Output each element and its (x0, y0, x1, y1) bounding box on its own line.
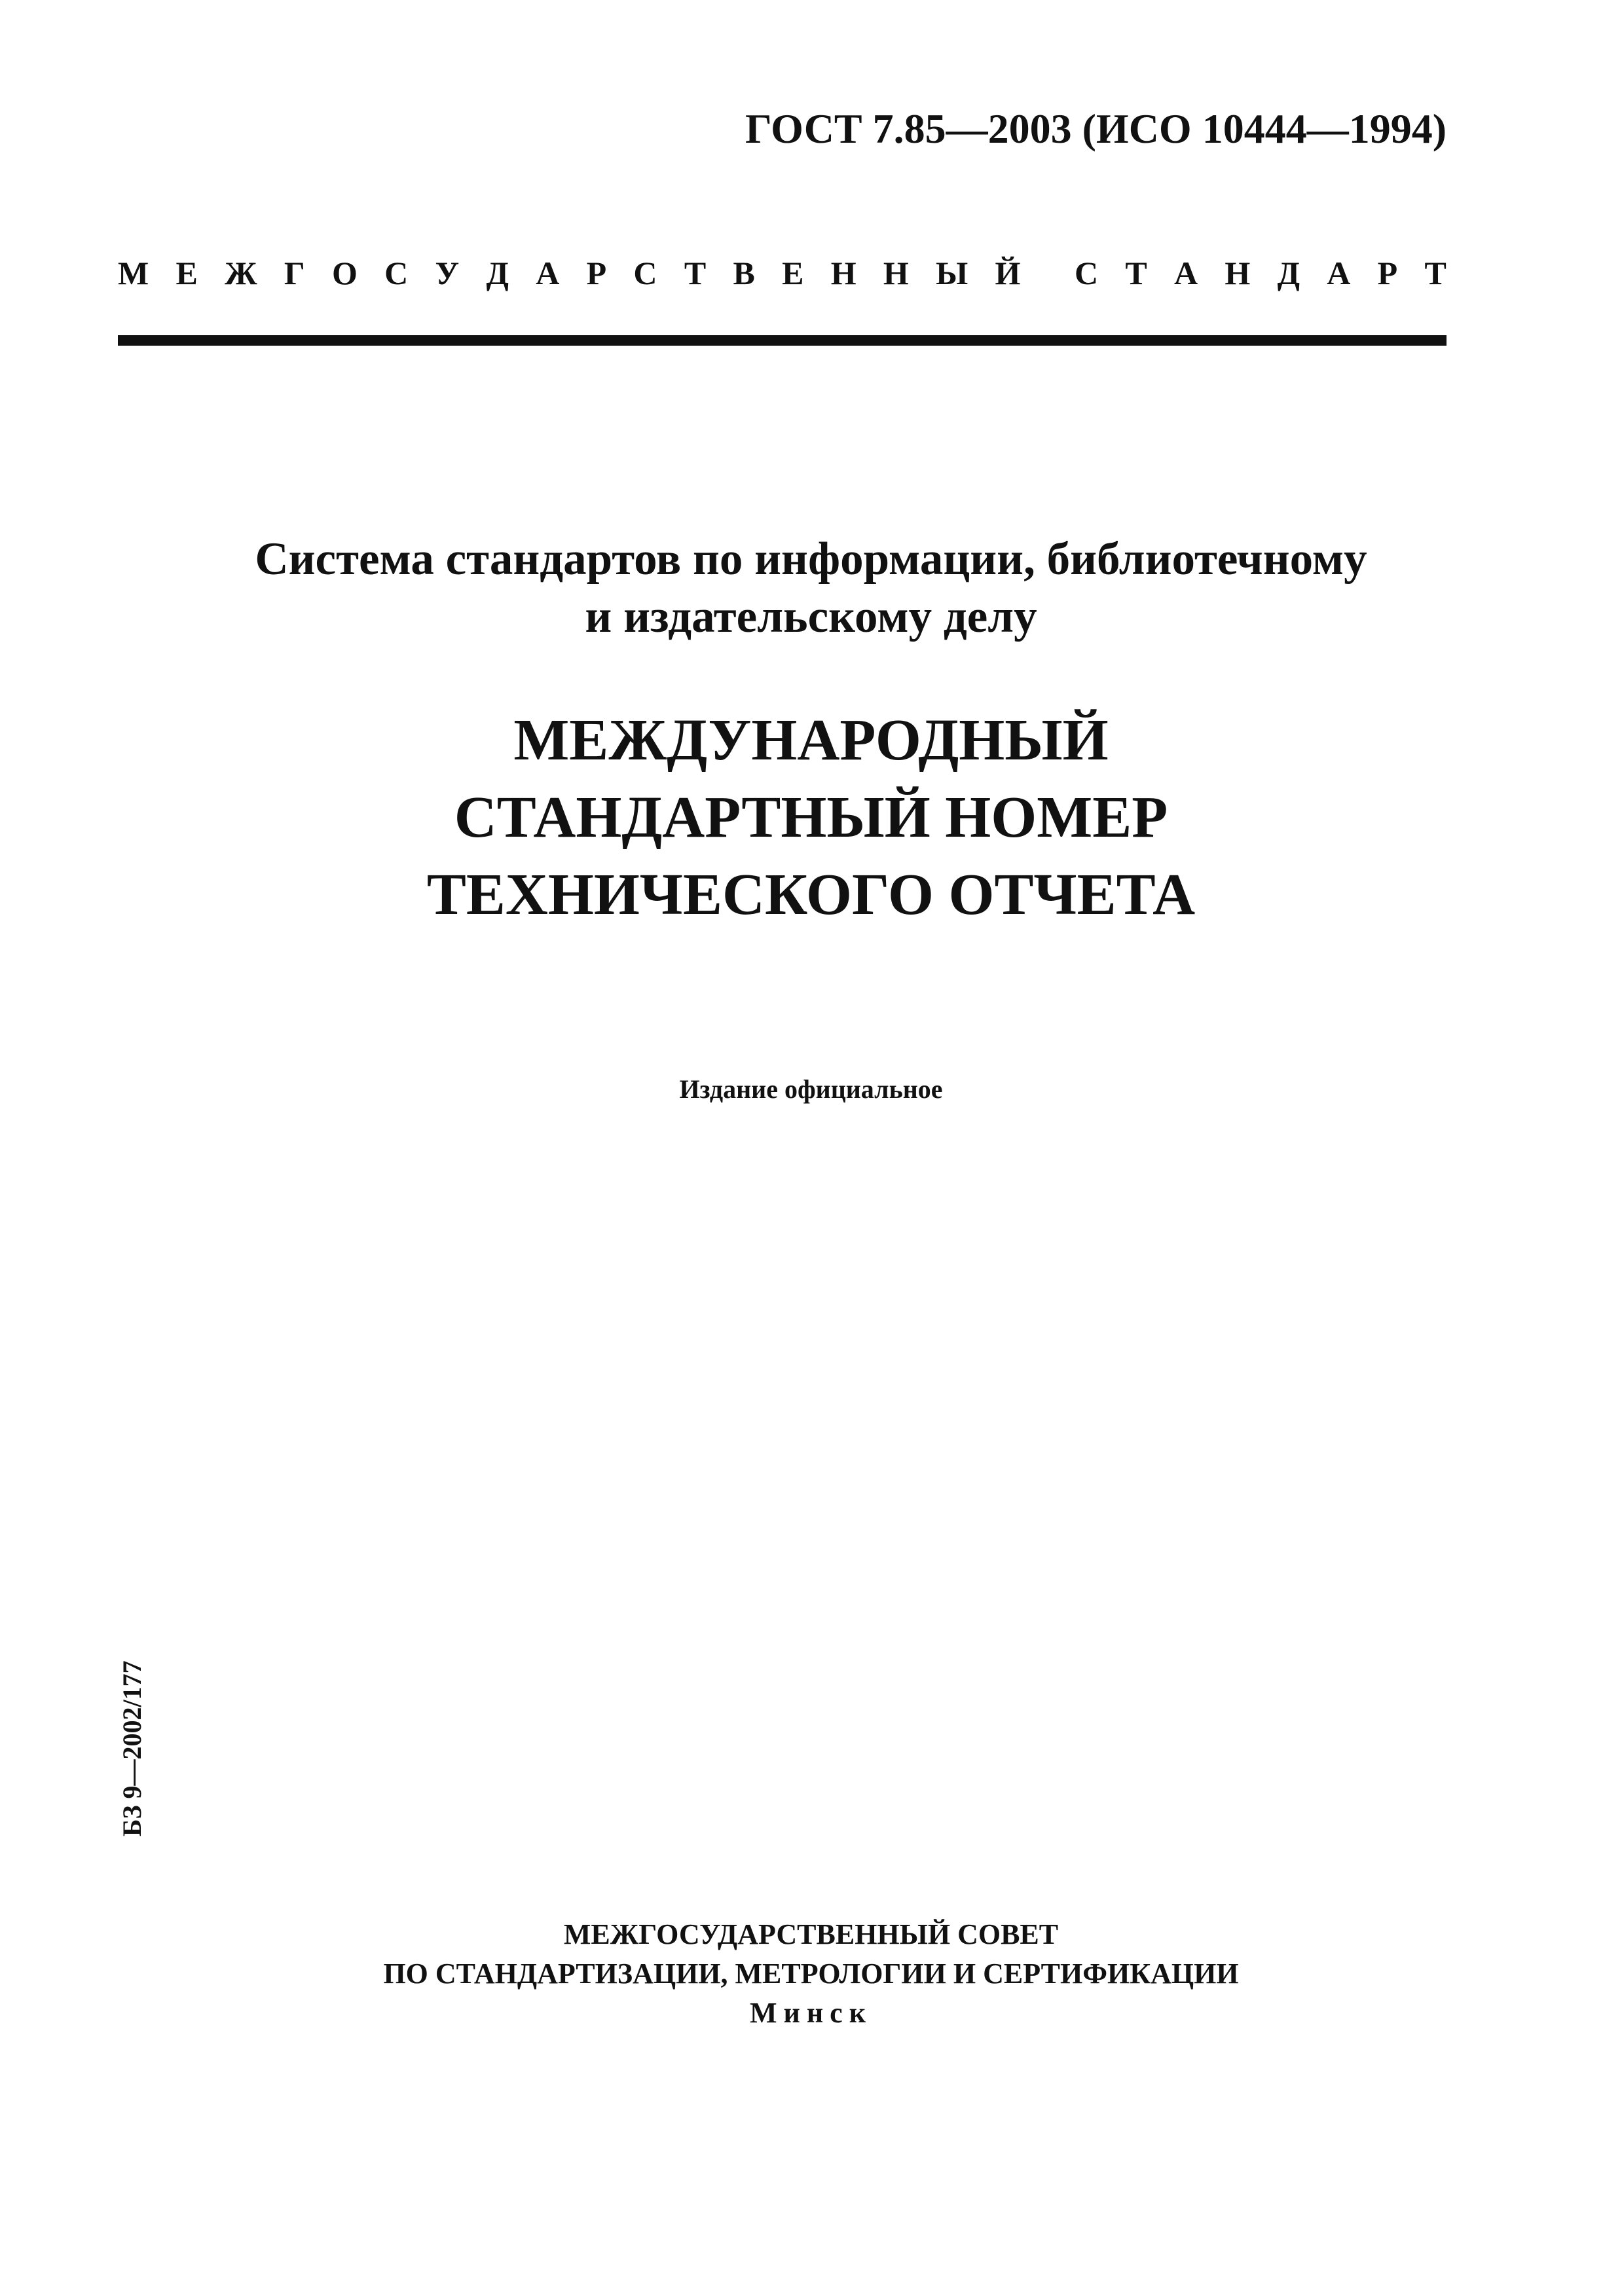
standard-type-letter: С (384, 255, 409, 291)
publisher-line: МЕЖГОСУДАРСТВЕННЫЙ СОВЕТ (563, 1918, 1059, 1950)
standard-type-letter: А (1174, 255, 1198, 291)
standard-type-letter: М (118, 255, 149, 291)
standard-type-letter: Т (684, 255, 707, 291)
standard-designation: ГОСТ 7.85—2003 (ИСО 10444—1994) (745, 105, 1447, 152)
publisher-line: ПО СТАНДАРТИЗАЦИИ, МЕТРОЛОГИИ И СЕРТИФИКАЦИИ (383, 1958, 1239, 1990)
standard-type-letter: Р (586, 255, 607, 291)
document-title (0, 702, 1622, 934)
standard-type-letter: Г (284, 255, 305, 291)
edition-note: Издание официальное (679, 1074, 943, 1104)
standard-type-letter: А (1327, 255, 1351, 291)
standard-type-letter: С (1074, 255, 1099, 291)
standard-type-letter: В (733, 255, 755, 291)
document-title-line: МЕЖДУНАРОДНЫЙ (513, 708, 1109, 773)
standard-type-letter: Й (995, 255, 1021, 291)
document-title-line: СТАНДАРТНЫЙ НОМЕР (454, 785, 1168, 850)
standard-type-letter: Н (1225, 255, 1251, 291)
standard-type-letter: Е (782, 255, 804, 291)
standard-type-letter: У (435, 255, 460, 291)
standard-type-letter: А (536, 255, 560, 291)
standard-type-letter: Н (883, 255, 909, 291)
standard-type-letter: С (633, 255, 657, 291)
document-title-line: ТЕХНИЧЕСКОГО ОТЧЕТА (426, 862, 1196, 927)
series-title (0, 530, 1622, 646)
side-registration-code: БЗ 9—2002/177 (117, 1660, 147, 1836)
publisher-block (0, 1915, 1622, 2033)
standard-type-letter: Ы (936, 255, 968, 291)
publisher-city: Минск (749, 1997, 873, 2029)
standard-type-letter: Т (1424, 255, 1447, 291)
standard-type-letter: Р (1377, 255, 1398, 291)
standard-type-letter: Д (486, 255, 509, 291)
standard-type-letter: О (331, 255, 358, 291)
standard-type-letter: Н (830, 255, 857, 291)
standard-type-letter: Д (1277, 255, 1300, 291)
standard-type-letter: Т (1125, 255, 1147, 291)
standard-type-letter: Ж (225, 255, 257, 291)
series-title-line: Система стандартов по информации, библиотечному (255, 534, 1367, 585)
standard-type-heading (118, 254, 1447, 292)
header-divider (118, 335, 1447, 346)
standard-type-letter: Е (175, 255, 198, 291)
series-title-line: и издательскому делу (585, 591, 1037, 642)
